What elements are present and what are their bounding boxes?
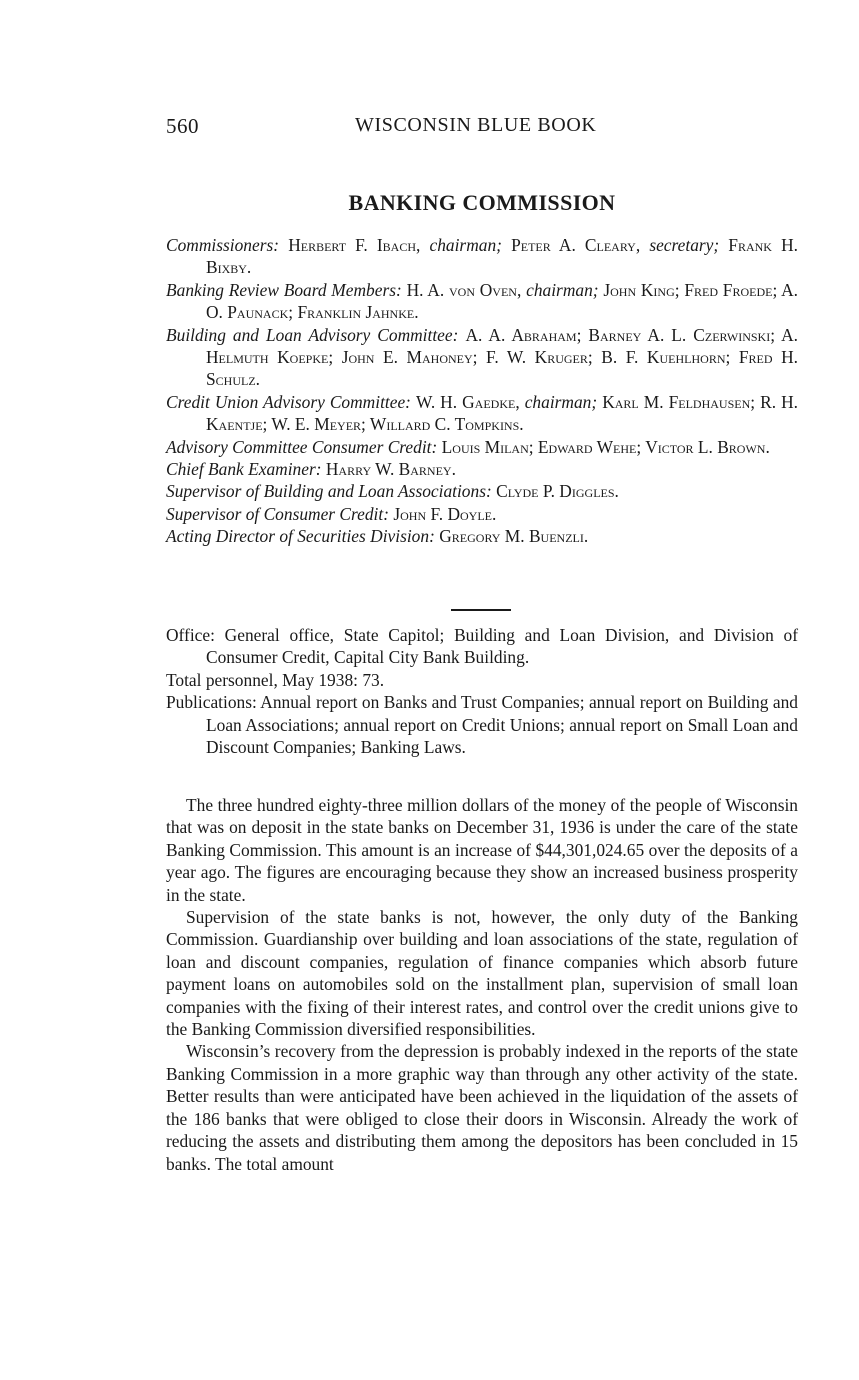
entry-supervisor-building-loan [166,480,798,502]
member-title: chairman; [429,235,502,255]
member-names: John F. Doyle. [393,503,497,524]
role-label: Supervisor of Building and Loan Associations: [166,481,492,502]
role-label: Banking Review Board Members: [166,279,402,300]
member-names: Louis Milan; Edward Wehe; Victor L. Brown. [441,436,770,457]
member-names: A. A. Abraham; Barney A. L. Czerwinski; A. Helmuth Koepke; John E. Mahoney; F. W. Kruger; B. F. Kuehlhorn; Fred H. Schulz. [206,324,798,390]
office-location: Office: General office, State Capitol; Building and Loan Division, and Division of Consumer Credit, Capital City Bank Building. [166,625,798,668]
total-personnel: Total personnel, May 1938: 73. [166,669,385,690]
member-names: John King; Fred Froede; A. O. Paunack; Franklin Jahnke. [206,279,799,323]
entry-securities-director [166,525,798,547]
role-label: Acting Director of Securities Division: [166,526,435,547]
member-name: Peter A. Cleary, [511,235,641,255]
role-label: Advisory Committee Consumer Credit: [166,436,438,457]
publications: Publications: Annual report on Banks and Trust Companies; annual report on Building and Loan Associations; annual report on Credit Unions; annual report on Small Loan and Discount Companies; Banking Laws. [166,692,798,758]
entry-consumer-credit-committee [166,436,798,458]
member-name: Frank H. Bixby. [206,235,798,278]
member-name: W. H. Gaedke, [416,391,520,412]
role-label: Chief Bank Examiner: [166,459,322,480]
page-number: 560 [166,114,199,138]
member-names: Gregory M. Buenzli. [439,526,589,547]
section-title: BANKING COMMISSION [348,190,616,215]
running-title: WISCONSIN BLUE BOOK [355,114,597,136]
member-names: Clyde P. Diggles. [496,481,619,502]
role-label: Supervisor of Consumer Credit: [166,503,390,524]
members-list [166,234,798,548]
entry-credit-union-committee [166,391,798,436]
member-title: chairman; [526,279,599,300]
role-label: Building and Loan Advisory Committee: [166,324,459,345]
member-names: Harry W. Barney. [325,459,456,480]
office-info [166,624,798,758]
entry-review-board [166,279,798,324]
entry-building-loan-committee [166,324,798,391]
entry-supervisor-consumer-credit [166,503,798,525]
member-names: Karl M. Feldhausen; R. H. Kaentje; W. E. Meyer; Willard C. Tompkins. [206,391,798,435]
member-name: Herbert F. Ibach, [288,235,421,255]
entry-commissioners [166,234,798,279]
entry-chief-examiner [166,458,798,480]
paragraph-supervision: Supervision of the state banks is not, however, the only duty of the Banking Commission. Guardianship over building and loan associations of the state, regulation of loan and discount companies, regulation of finance companies which absorb future payment loans on automobiles sold on the installment plan, supervision of small loan companies with the fixing of their interest rates, and control over the credit unions give to the Banking Commission diversified responsibilities. [166,907,798,1040]
member-name: H. A. von Oven, [406,279,522,300]
role-label: Credit Union Advisory Committee: [166,391,411,412]
section-divider [451,609,511,611]
member-title: chairman; [524,391,598,412]
member-title: secretary; [649,235,720,255]
paragraph-recovery: Wisconsin’s recovery from the depression is probably indexed in the reports of the state Banking Commission in a more graphic way than through any other activity of the state. Better results than were anticipated have been achieved in the liquidation of the assets of the 186 banks that were obliged to close their doors in Wisconsin. Already the work of reducing the assets and distributing them among the depositors has been concluded in 15 banks. The total amount [166,1041,798,1174]
paragraph-deposits: The three hundred eighty-three million dollars of the money of the people of Wisconsin that was on deposit in the state banks on December 31, 1936 is under the care of the state Banking Commission. This amount is an increase of $44,301,024.65 over the deposits of a year ago. The figures are encouraging because they show an increased business prosperity in the state. [166,795,798,905]
body-text [166,794,798,1175]
role-label: Commissioners: [166,235,280,255]
